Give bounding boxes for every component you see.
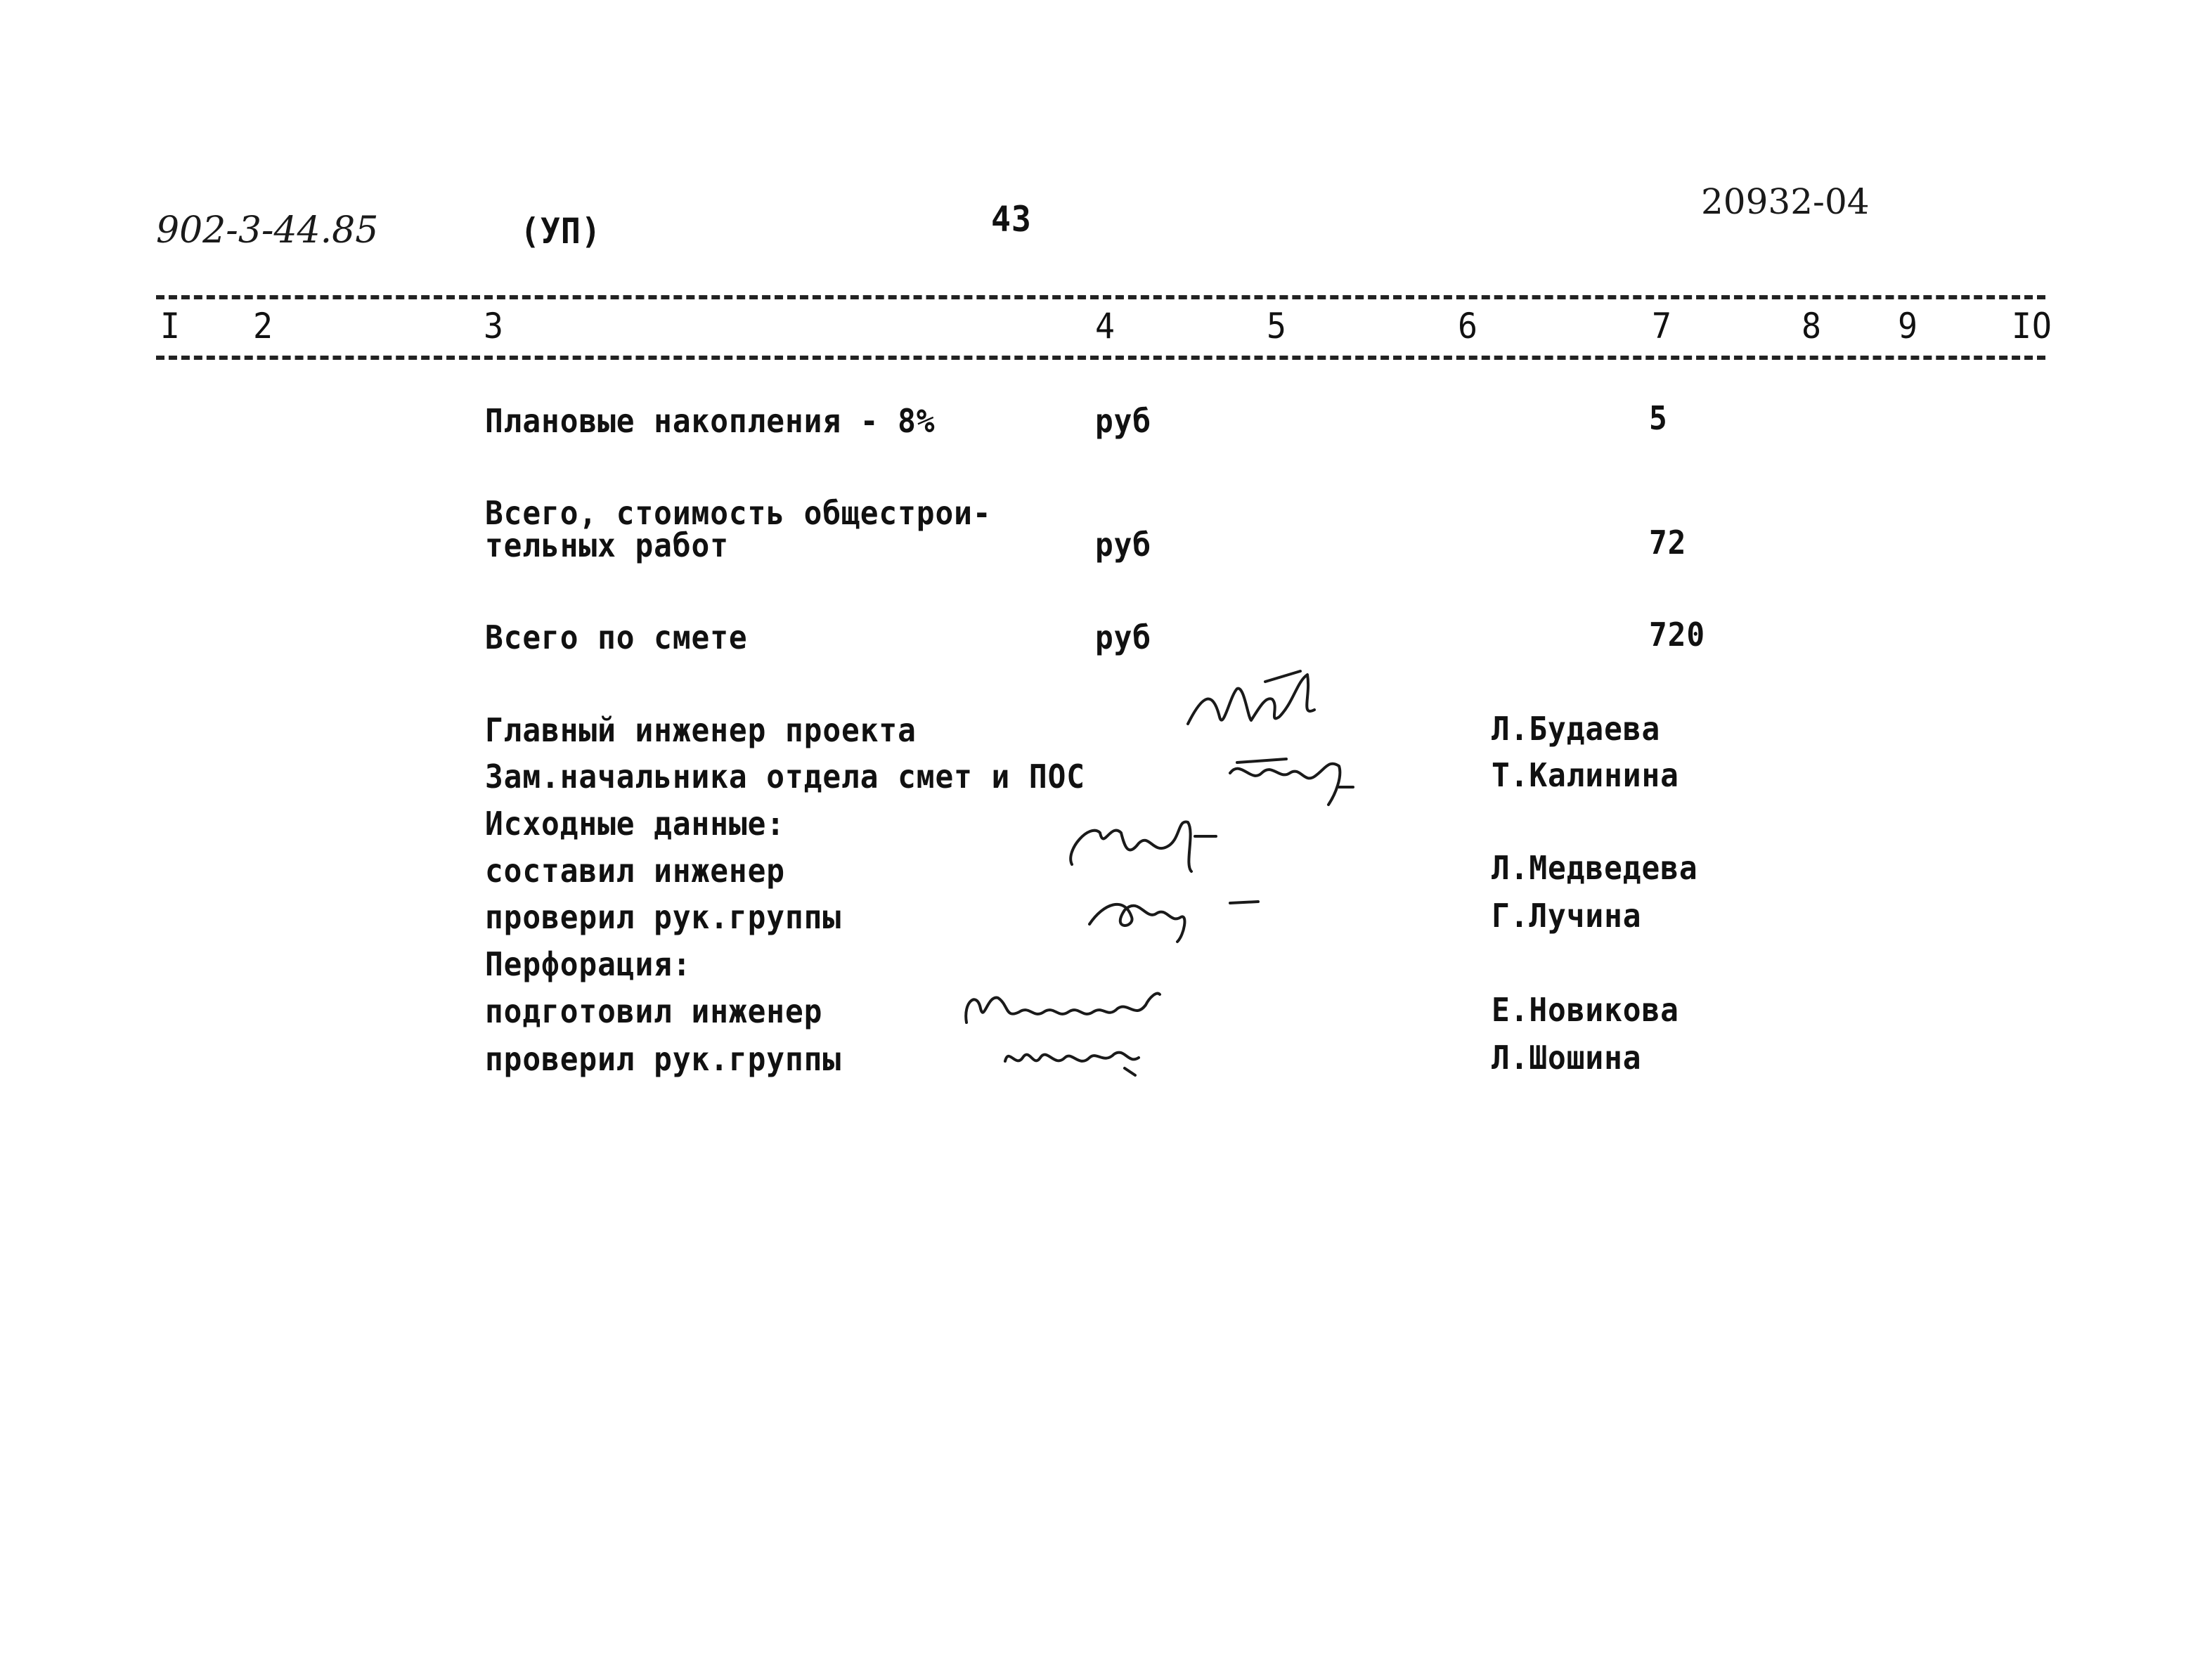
volume-label: (УП) [520,211,602,252]
handwritten-signature-kalinina [1223,745,1357,811]
signature-role: проверил рук.группы [485,898,842,936]
column-number: 8 [1802,306,1822,346]
signatory-name: Л.Медведева [1492,849,1698,887]
column-number: 9 [1898,306,1918,346]
archive-number: 20932-04 [1701,181,1870,222]
row-value: 72 [1649,524,1687,562]
column-number: 3 [484,306,504,346]
signatory-name: Л.Будаева [1492,710,1661,748]
row-value: 720 [1649,616,1706,654]
column-number: 2 [253,306,273,346]
row-name: тельных работ [485,526,729,564]
signature-role: составил инженер [485,852,785,890]
signatory-name: Г.Лучина [1492,897,1642,935]
column-number: 4 [1095,306,1115,346]
signature-role: подготовил инженер [485,992,823,1030]
handwritten-signature-novikova [956,980,1167,1039]
top-dashed-rule [156,295,2045,299]
signatory-name: Л.Шошина [1492,1039,1642,1077]
doc-code: 902-3-44.85 [156,209,379,252]
handwritten-signature-shoshina [998,1033,1146,1085]
row-unit: руб [1095,526,1152,564]
handwritten-signature-medvedeva [1061,808,1230,881]
row-value: 5 [1649,399,1668,437]
handwritten-signature-budaeva [1181,668,1321,748]
column-number: I [160,306,181,346]
row-unit: руб [1095,618,1152,656]
column-number: 6 [1458,306,1478,346]
signature-role: Исходные данные: [485,805,785,843]
row-unit: руб [1095,402,1152,440]
column-number: 5 [1267,306,1287,346]
signature-role: Главный инженер проекта [485,711,917,749]
signature-role: проверил рук.группы [485,1040,842,1078]
column-number: 7 [1652,306,1672,346]
row-name: Плановые накопления - 8% [485,402,936,440]
signatory-name: Т.Калинина [1492,756,1679,794]
row-name: Всего, стоимость общестрои- [485,494,992,532]
signature-role: Зам.начальника отдела смет и ПОС [485,758,1085,796]
signature-role: Перфорация: [485,945,692,983]
handwritten-signature-luchina [1082,882,1265,948]
bottom-dashed-rule [156,356,2045,360]
signatory-name: Е.Новикова [1492,991,1679,1029]
page-number: 43 [991,199,1032,240]
row-name: Всего по смете [485,618,748,656]
column-number: IO [2012,306,2052,346]
